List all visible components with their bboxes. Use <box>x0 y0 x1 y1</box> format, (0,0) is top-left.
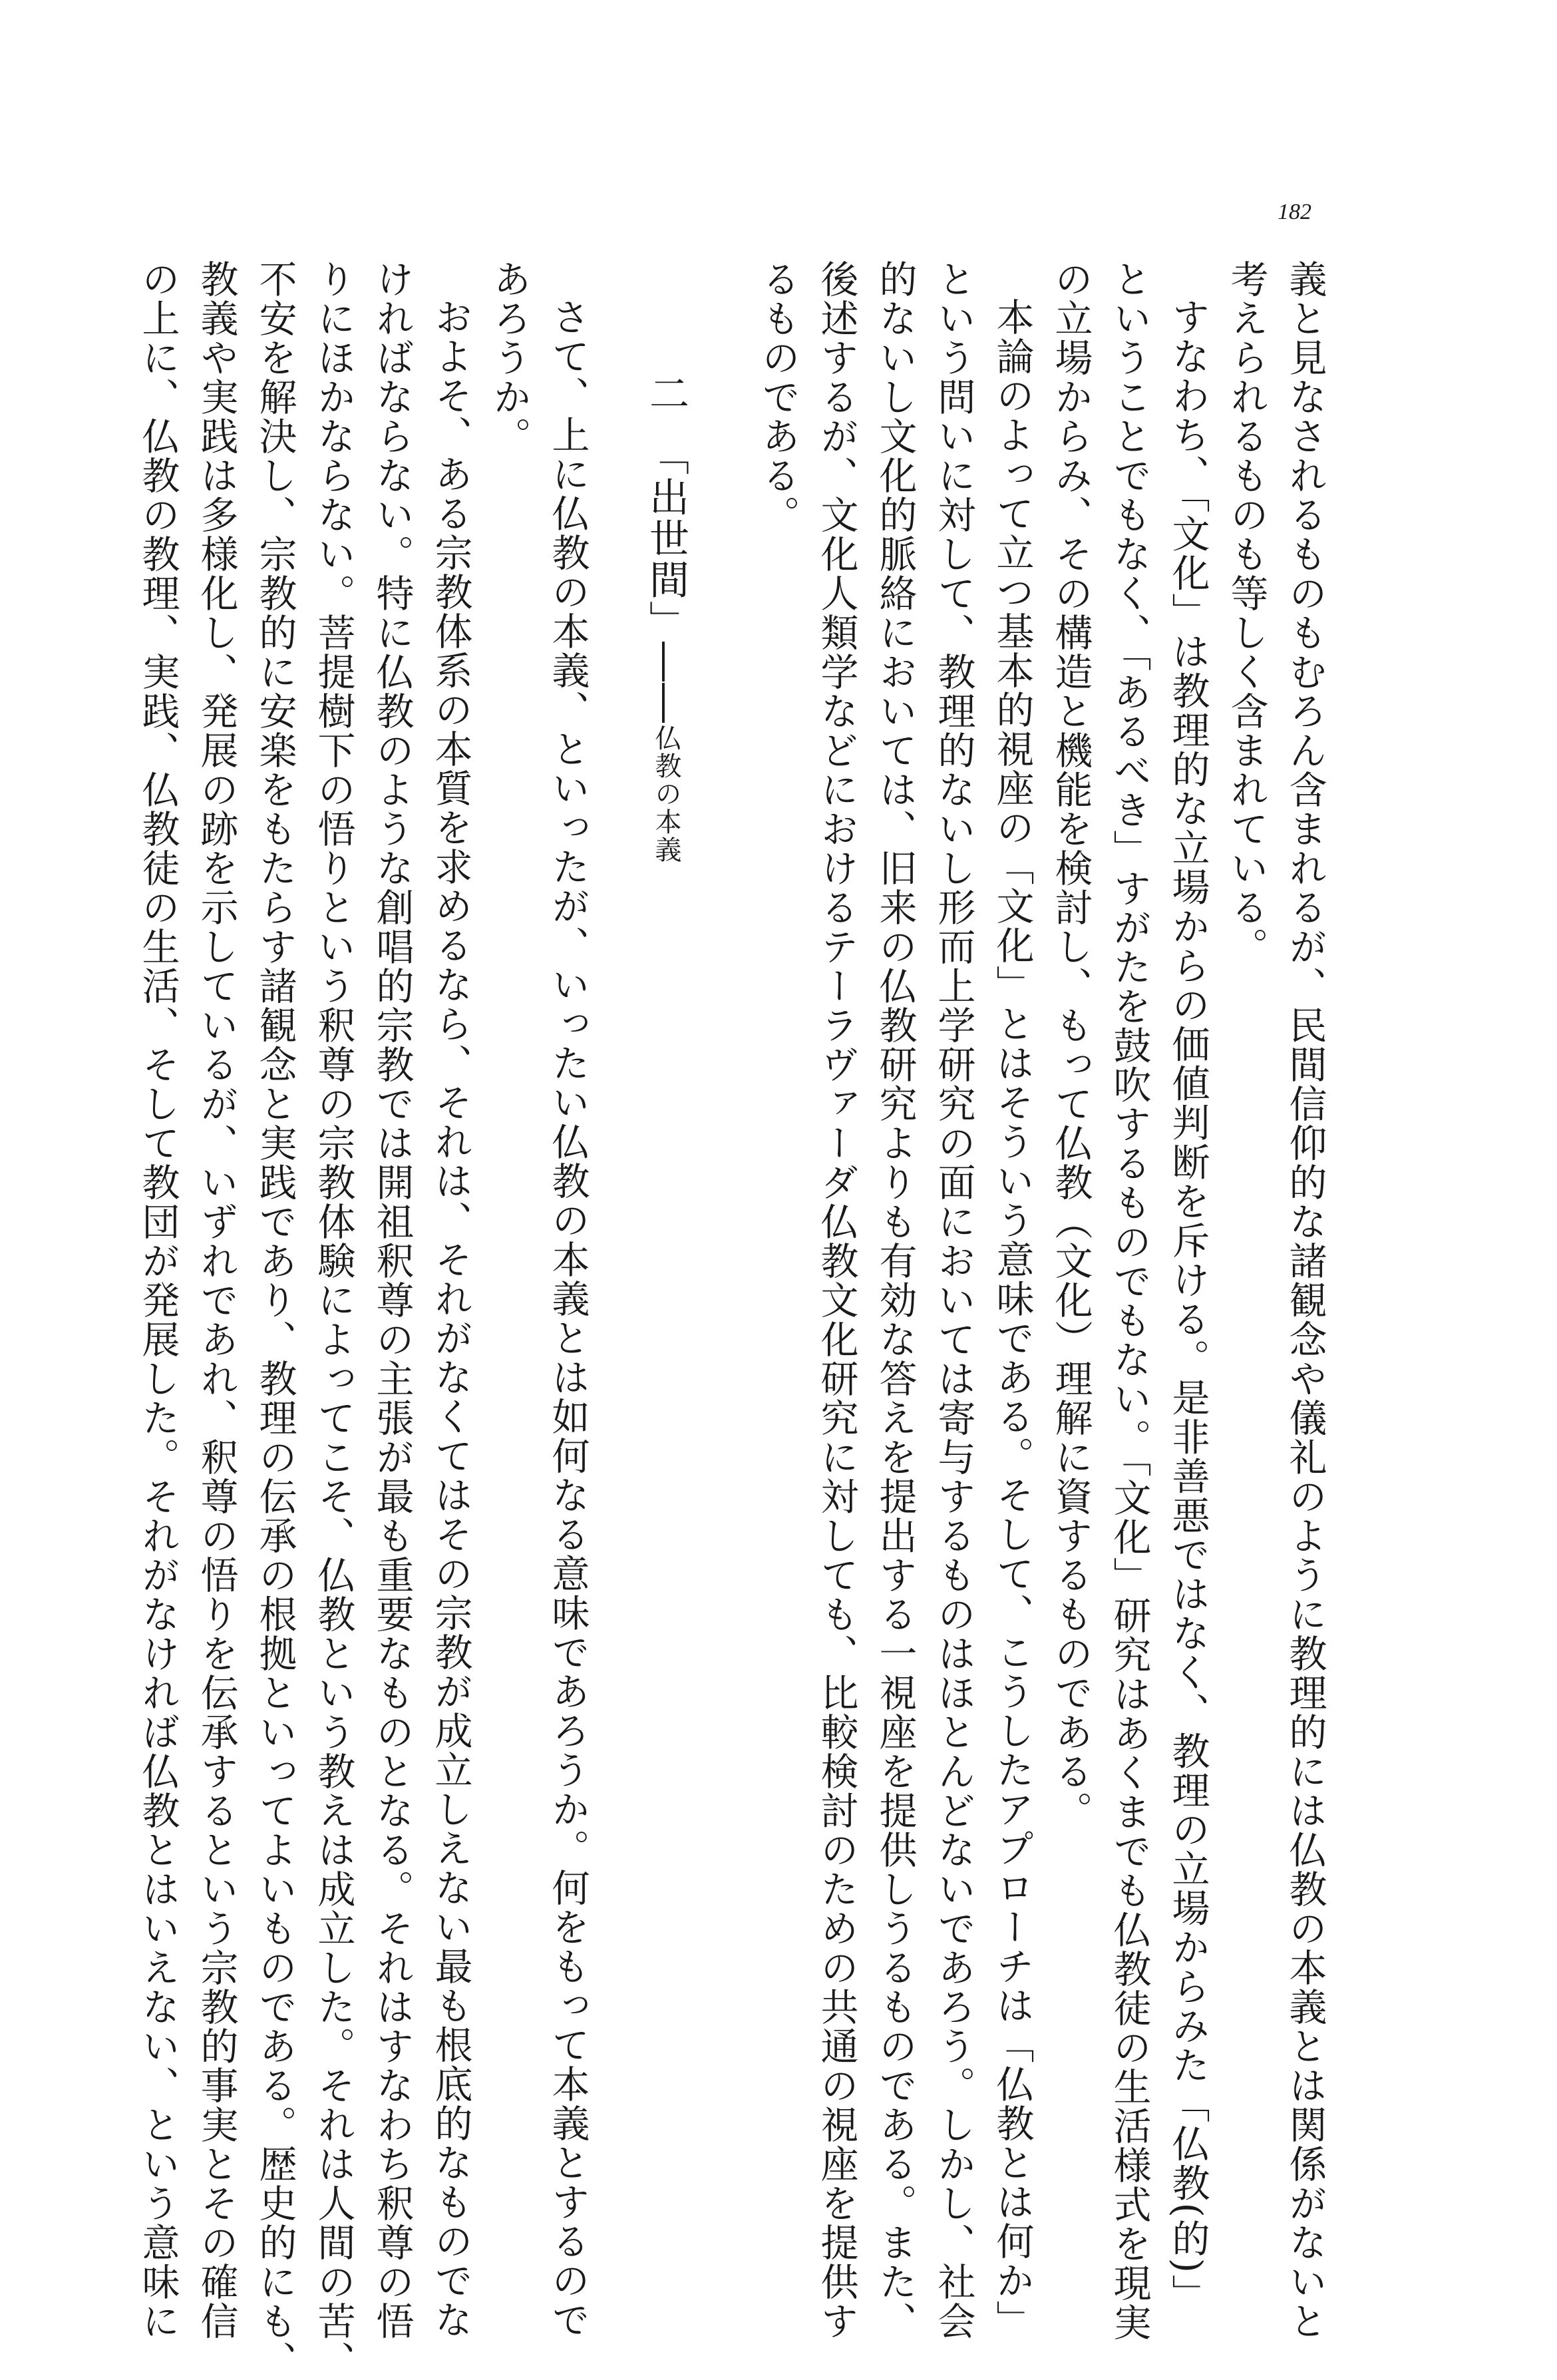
text-line: 義と見なされるものもむろん含まれるが、民間信仰的な諸観念や儀礼のように教理的には仏教の本義とは関係がないと <box>1283 260 1327 2341</box>
text-line: ければならない。特に仏教のような創唱的宗教では開祖釈尊の主張が最も重要なものとなる。それはすなわち釈尊の悟 <box>370 260 414 2341</box>
heading-dash: ―― <box>643 642 689 724</box>
page-number: 182 <box>1278 200 1311 224</box>
section-number: 二 <box>643 373 689 414</box>
text-line: 後述するが、文化人類学などにおけるテーラヴァーダ仏教文化研究に対しても、比較検討のための共通の視座を提供す <box>814 260 858 2341</box>
section-title: 「出世間」 <box>643 455 689 642</box>
text-line: あろうか。 <box>487 260 531 456</box>
section-heading <box>637 260 695 1970</box>
vertical-text-body <box>128 260 1334 2380</box>
paragraph-start-line: さて、上に仏教の本義、といったが、いったい仏教の本義とは如何なる意味であろうか。何をもって本義とするので <box>546 298 590 2339</box>
paragraph-start-line: およそ、ある宗教体系の本質を求めるなら、それは、それがなくてはその宗教が成立しえない最も根底的なものでな <box>429 298 472 2339</box>
section-subtitle: 仏教の本義 <box>651 724 681 864</box>
paragraph-start-line: すなわち、「文化」は教理的な立場からの価値判断を斥ける。是非善悪ではなく、教理の立場からみた「仏教(的)」 <box>1166 298 1210 2313</box>
text-line: という問いに対して、教理的ないし形而上学研究の面においては寄与するものはほとんどないであろう。しかし、社会 <box>932 260 975 2341</box>
text-line: の上に、仏教の教理、実践、仏教徒の生活、そして教団が発展した。それがなければ仏教とはいえない、という意味に <box>136 260 180 2341</box>
text-line: 教義や実践は多様化し、発展の跡を示しているが、いずれであれ、釈尊の悟りを伝承するという宗教的事実とその確信 <box>194 260 238 2341</box>
text-line: るものである。 <box>756 260 800 534</box>
text-line: りにほかならない。菩提樹下の悟りという釈尊の宗教体験によってこそ、仏教という教えは成立した。それは人間の苦、 <box>311 260 355 2380</box>
text-line: 不安を解決し、宗教的に安楽をもたらす諸観念と実践であり、教理の伝承の根拠といってよいものである。歴史的にも、 <box>253 260 297 2380</box>
text-line: の立場からみ、その構造と機能を検討し、もって仏教（文化）理解に資するものである。 <box>1049 260 1093 1830</box>
text-line: ということでもなく、「あるべき」すがたを鼓吹するものでもない。「文化」研究はあくまでも仏教徒の生活様式を現実 <box>1107 260 1151 2342</box>
paragraph-start-line: 本論のよって立つ基本的視座の「文化」とはそういう意味である。そして、こうしたアプローチは「仏教とは何か」 <box>990 298 1034 2339</box>
text-line: 考えられるものも等しく含まれている。 <box>1224 260 1268 966</box>
text-line: 的ないし文化的脈絡においては、旧来の仏教研究よりも有効な答えを提出する一視座を提供しうるものである。また、 <box>873 260 917 2341</box>
